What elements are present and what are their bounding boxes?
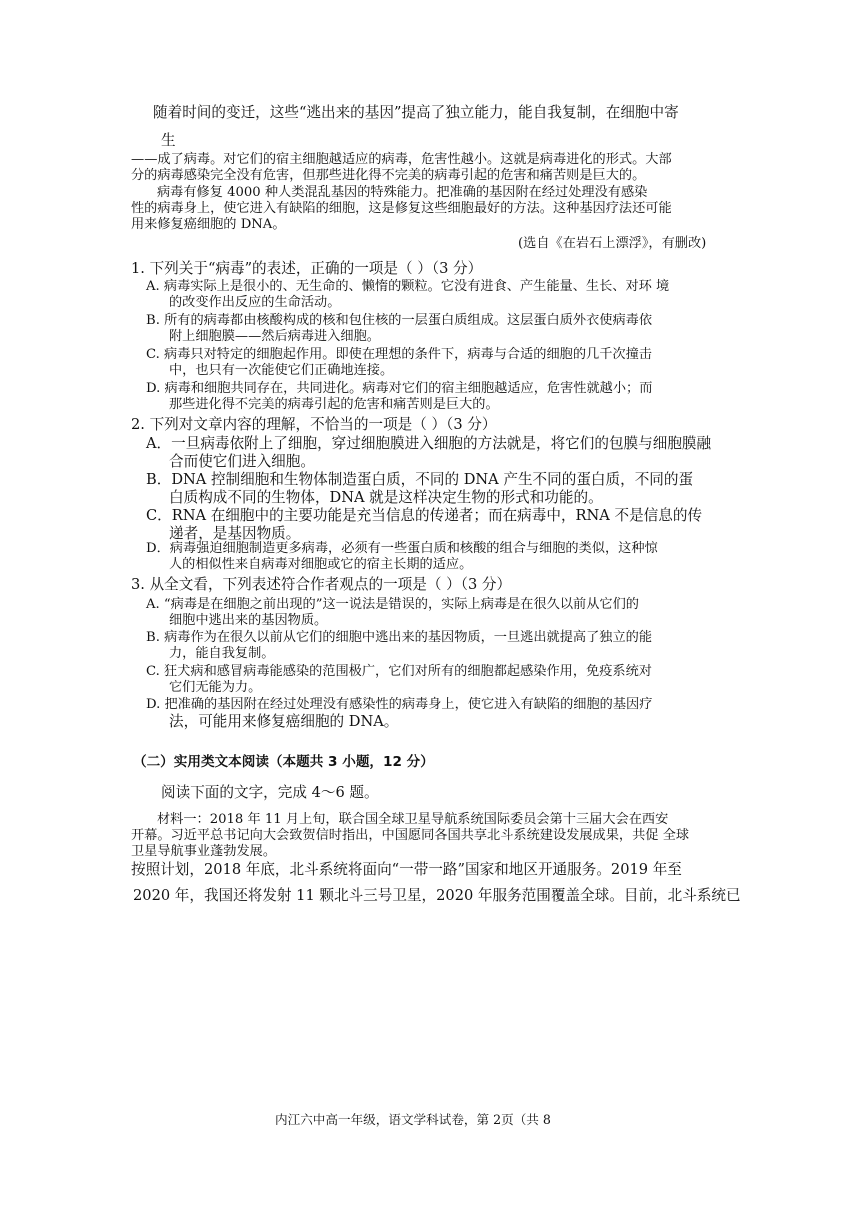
q3-option-a-cont: 细胞中逃出来的基因物质。 [169, 613, 328, 628]
q3-option-b: B. 病毒作为在很久以前从它们的细胞中逃出来的基因物质，一旦逃出就提高了独立的能 [146, 630, 653, 645]
q2-option-d-cont: 人的相似性来自病毒对细胞或它的宿主长期的适应。 [169, 557, 473, 572]
q2-option-b-cont: 白质构成不同的生物体，DNA 就是这样决定生物的形式和功能的。 [169, 489, 603, 506]
q1-option-b-cont: 附上细胞膜——然后病毒进入细胞。 [169, 329, 380, 344]
q1-option-d: D. 病毒和细胞共同存在，共同进化。病毒对它们的宿主细胞越适应，危害性就越小；而 [146, 381, 653, 396]
page-footer: 内江六中高一年级，语文学科试卷，第 2页（共 8 [275, 1112, 551, 1127]
q3-option-a: A. “病毒是在细胞之前出现的”这一说法是错误的，实际上病毒是在很久以前从它们的 [146, 597, 639, 612]
q3-option-b-cont: 力，能自我复制。 [169, 646, 275, 661]
paragraph-2-line-2: 2020 年，我国还将发射 11 颗北斗三号卫星，2020 年服务范围覆盖全球。目前，北斗系统已 [133, 887, 741, 904]
passage-line-3: ——成了病毒。对它们的宿主细胞越适应的病毒，危害性越小。这就是病毒进化的形式。大部 [131, 152, 672, 167]
q1-option-c: C. 病毒只对特定的细胞起作用。即使在理想的条件下，病毒与合适的细胞的几千次撞击 [146, 347, 652, 362]
q3-option-c-cont: 它们无能为力。 [169, 680, 262, 695]
q3-option-c: C. 狂犬病和感冒病毒能感染的范围极广，它们对所有的细胞都起感染作用，免疫系统对 [146, 664, 652, 679]
q1-option-a-cont: 的改变作出反应的生命活动。 [169, 295, 341, 310]
q2-option-a: A．一旦病毒依附上了细胞，穿过细胞膜进入细胞的方法就是，将它们的包膜与细胞膜融 [146, 435, 712, 452]
material-1-line-3: 卫星导航事业蓬勃发展。 [131, 844, 277, 859]
q2-option-c-cont: 递者，是基因物质。 [169, 525, 301, 542]
passage-line-1: 随着时间的变迁，这些“逃出来的基因”提高了独立能力，能自我复制，在细胞中寄 [153, 104, 679, 121]
q1-option-a: A. 病毒实际上是很小的、无生命的、懒惰的颗粒。它没有进食、产生能量、生长、对环 境 [146, 279, 670, 294]
section-2-intro: 阅读下面的文字，完成 4～6 题。 [161, 784, 379, 801]
q1-option-b: B. 所有的病毒都由核酸构成的核和包住核的一层蛋白质组成。这层蛋白质外衣使病毒依 [146, 313, 653, 328]
q2-option-c: C．RNA 在细胞中的主要功能是充当信息的传递者；而在病毒中，RNA 不是信息的传 [146, 507, 703, 524]
q1-option-c-cont: 中，也只有一次能使它们正确地连接。 [169, 363, 394, 378]
material-1-line-1: 材料一：2018 年 11 月上旬，联合国全球卫星导航系统国际委员会第十三届大会在西安 [157, 812, 669, 827]
q2-option-b: B．DNA 控制细胞和生物体制造蛋白质，不同的 DNA 产生不同的蛋白质，不同的蛋 [146, 471, 694, 488]
passage-line-7: 用来修复癌细胞的 DNA。 [131, 217, 286, 232]
passage-source: (选自《在岩石上漂浮》，有删改) [518, 236, 707, 251]
q2-option-d: D．病毒强迫细胞制造更多病毒，必须有一些蛋白质和核酸的组合与细胞的类似，这种惊 [146, 541, 658, 556]
passage-line-5: 病毒有修复 4000 种人类混乱基因的特殊能力。把准确的基因附在经过处理没有感染 [157, 185, 648, 200]
material-1-line-2: 开幕。习近平总书记向大会致贺信时指出，中国愿同各国共享北斗系统建设发展成果，共促 全球 [131, 828, 690, 843]
passage-line-2: 生 [161, 132, 176, 149]
question-2-stem: 2. 下列对文章内容的理解，不恰当的一项是（ ）（3 分） [131, 416, 497, 433]
passage-line-6: 性的病毒身上，使它进入有缺陷的细胞，这是修复这些细胞最好的方法。这种基因疗法还可能 [131, 201, 672, 216]
section-2-heading: （二）实用类文本阅读（本题共 3 小题，12 分） [133, 754, 434, 770]
passage-line-4: 分的病毒感染完全没有危害，但那些进化得不完美的病毒引起的危害和痛苦则是巨大的。 [131, 168, 646, 183]
q1-option-d-cont: 那些进化得不完美的病毒引起的危害和痛苦则是巨大的。 [169, 397, 499, 412]
q3-option-d: D. 把准确的基因附在经过处理没有感染性的病毒身上，使它进入有缺陷的细胞的基因疗 [146, 697, 653, 712]
q3-option-d-cont: 法，可能用来修复癌细胞的 DNA。 [169, 713, 399, 730]
q2-option-a-cont: 合而使它们进入细胞。 [169, 453, 315, 470]
question-1-stem: 1. 下列关于“病毒”的表述，正确的一项是（ ）（3 分） [131, 260, 483, 277]
question-3-stem: 3. 从全文看，下列表述符合作者观点的一项是（ ）（3 分） [131, 576, 512, 593]
paragraph-2-line-1: 按照计划，2018 年底，北斗系统将面向“一带一路”国家和地区开通服务。2019 年至 [131, 861, 682, 878]
